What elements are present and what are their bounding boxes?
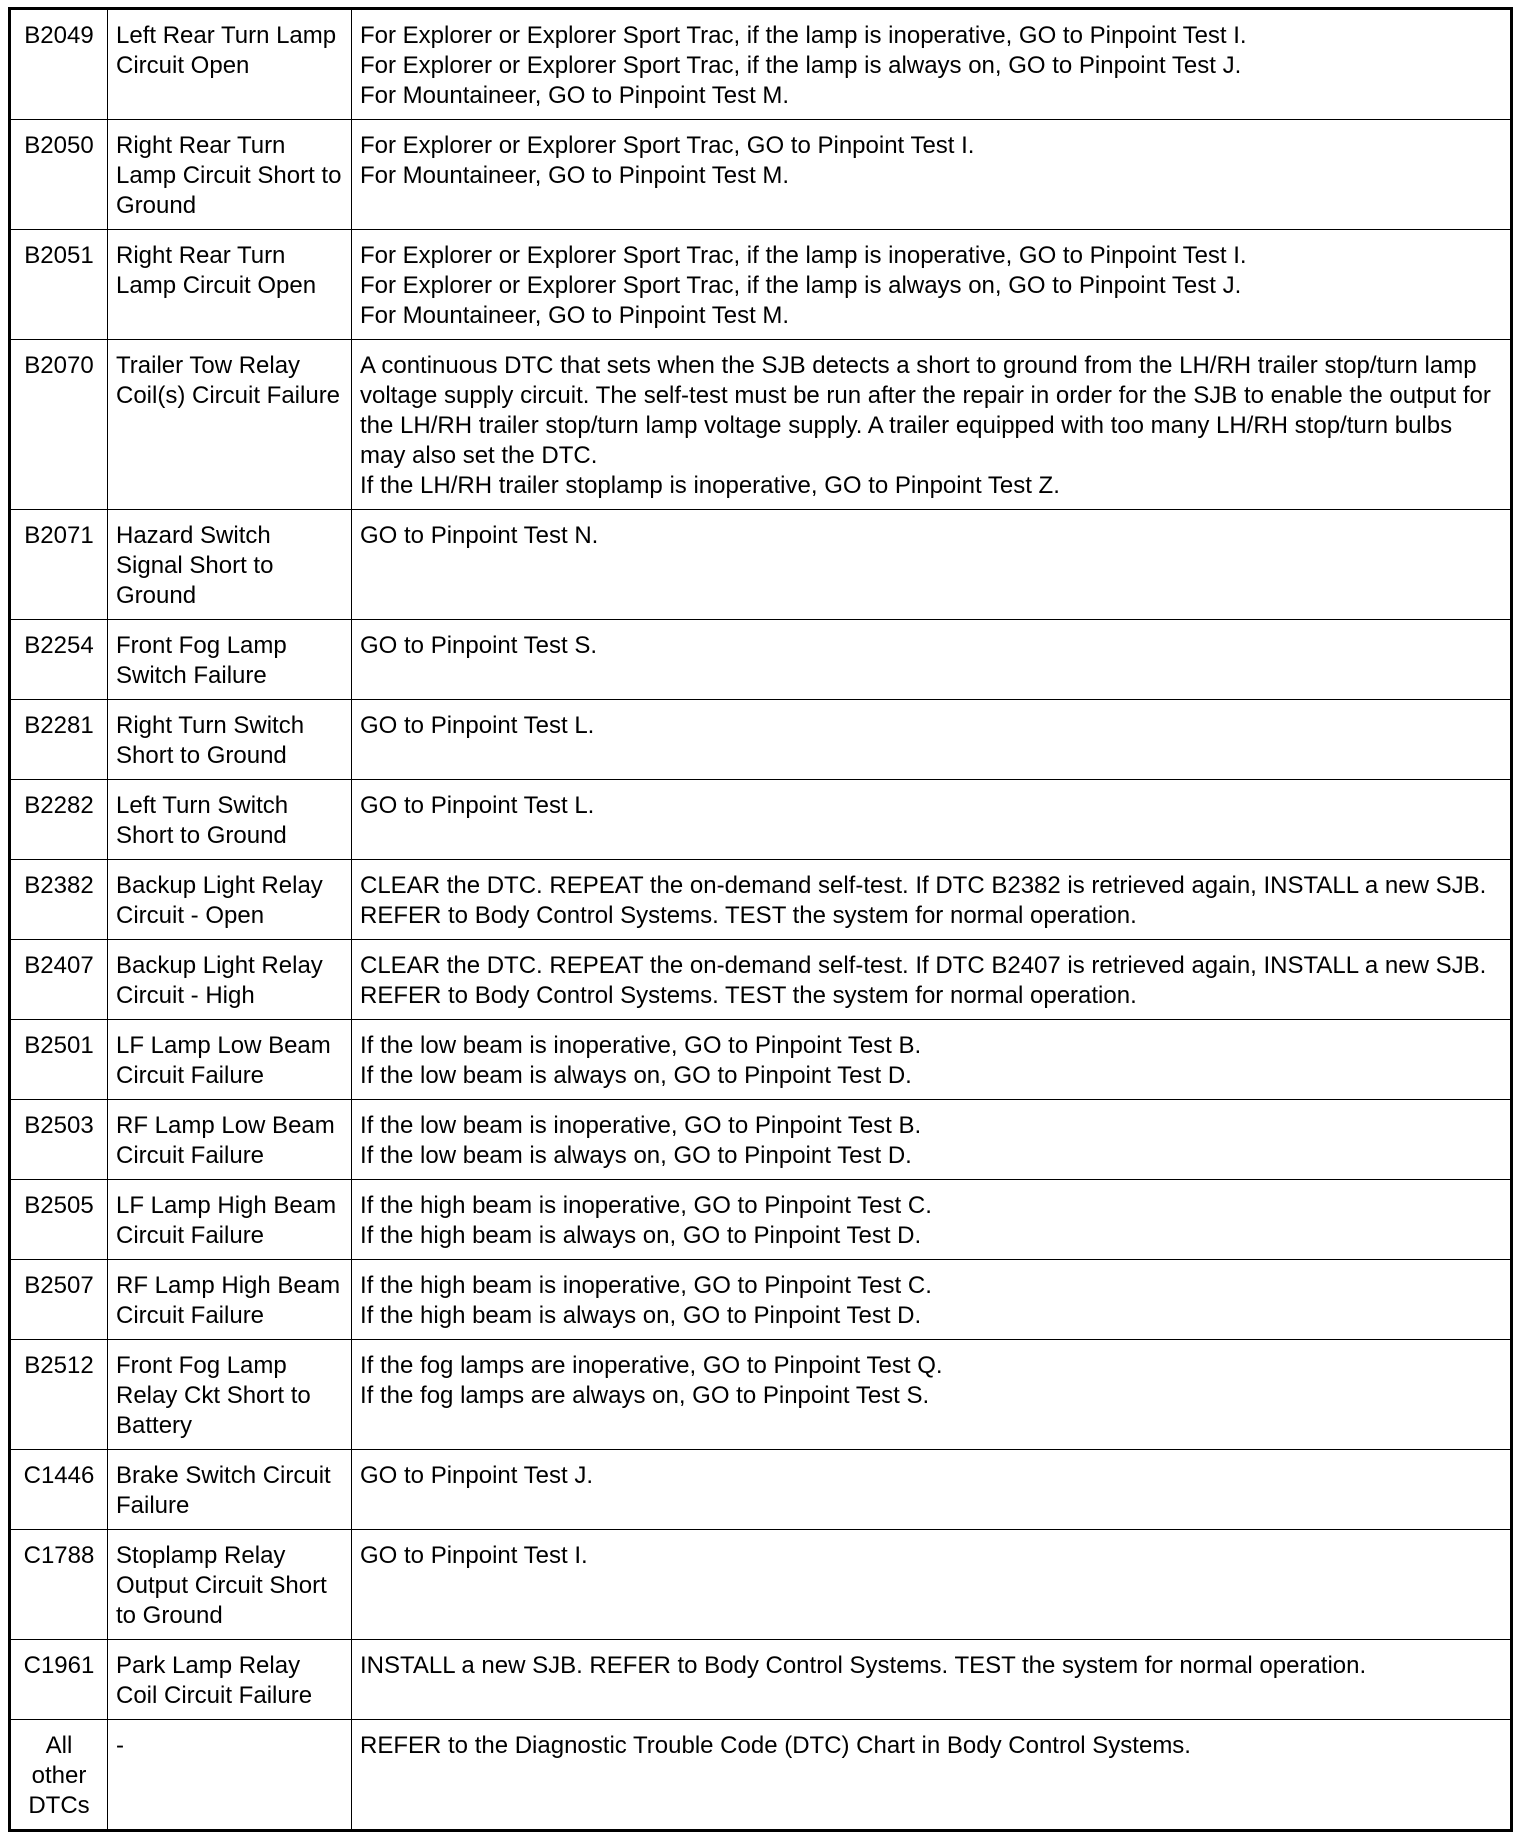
dtc-code: B2507 (10, 1260, 108, 1340)
dtc-action (352, 1340, 1512, 1450)
action-line: If the fog lamps are inoperative, GO to Pinpoint Test Q. (360, 1352, 943, 1379)
action-line: GO to Pinpoint Test L. (360, 792, 595, 819)
dtc-description: Brake Switch Circuit Failure (108, 1450, 352, 1530)
dtc-description: Left Rear Turn Lamp Circuit Open (108, 9, 352, 120)
dtc-action (352, 1640, 1512, 1720)
table-row (10, 1720, 1512, 1831)
action-line: A continuous DTC that sets when the SJB detects a short to ground from the LH/RH trailer stop/turn lamp voltage supply circuit. The self-test must be run after the repair in order for the SJB to enable the output for the LH/RH trailer stop/turn lamp voltage supply. A trailer equipped with too many LH/RH stop/turn bulbs may also set the DTC. (360, 352, 1491, 469)
action-line: For Mountaineer, GO to Pinpoint Test M. (360, 82, 790, 109)
action-line: If the high beam is inoperative, GO to Pinpoint Test C. (360, 1272, 932, 1299)
action-line: If the high beam is always on, GO to Pinpoint Test D. (360, 1222, 922, 1249)
table-row (10, 1180, 1512, 1260)
table-row (10, 1450, 1512, 1530)
dtc-description: LF Lamp High Beam Circuit Failure (108, 1180, 352, 1260)
dtc-description: Trailer Tow Relay Coil(s) Circuit Failure (108, 340, 352, 510)
table-row (10, 510, 1512, 620)
action-line: For Mountaineer, GO to Pinpoint Test M. (360, 302, 790, 329)
dtc-code: C1788 (10, 1530, 108, 1640)
dtc-code: C1446 (10, 1450, 108, 1530)
dtc-code: B2407 (10, 940, 108, 1020)
dtc-code: B2049 (10, 9, 108, 120)
dtc-description: Backup Light Relay Circuit - High (108, 940, 352, 1020)
action-line: GO to Pinpoint Test S. (360, 632, 598, 659)
table-row (10, 940, 1512, 1020)
table-row (10, 780, 1512, 860)
action-line: If the low beam is inoperative, GO to Pinpoint Test B. (360, 1112, 922, 1139)
action-line: If the low beam is inoperative, GO to Pinpoint Test B. (360, 1032, 922, 1059)
table-row (10, 1100, 1512, 1180)
dtc-action (352, 340, 1512, 510)
table-row (10, 1020, 1512, 1100)
dtc-description: Park Lamp Relay Coil Circuit Failure (108, 1640, 352, 1720)
dtc-description: Right Turn Switch Short to Ground (108, 700, 352, 780)
dtc-action (352, 780, 1512, 860)
dtc-description: Left Turn Switch Short to Ground (108, 780, 352, 860)
dtc-code: B2070 (10, 340, 108, 510)
action-line: CLEAR the DTC. REPEAT the on-demand self-test. If DTC B2407 is retrieved again, INSTALL a new SJB. REFER to Body Control Systems. TEST the system for normal operation. (360, 952, 1487, 1009)
action-line: GO to Pinpoint Test N. (360, 522, 599, 549)
action-line: If the low beam is always on, GO to Pinpoint Test D. (360, 1062, 912, 1089)
action-line: If the fog lamps are always on, GO to Pinpoint Test S. (360, 1382, 930, 1409)
table-row (10, 1530, 1512, 1640)
dtc-code: B2501 (10, 1020, 108, 1100)
action-line: For Explorer or Explorer Sport Trac, GO to Pinpoint Test I. (360, 132, 975, 159)
action-line: GO to Pinpoint Test L. (360, 712, 595, 739)
dtc-code: B2051 (10, 230, 108, 340)
action-line: For Explorer or Explorer Sport Trac, if the lamp is always on, GO to Pinpoint Test J. (360, 52, 1242, 79)
dtc-description: LF Lamp Low Beam Circuit Failure (108, 1020, 352, 1100)
table-row (10, 860, 1512, 940)
action-line: CLEAR the DTC. REPEAT the on-demand self-test. If DTC B2382 is retrieved again, INSTALL a new SJB. REFER to Body Control Systems. TEST the system for normal operation. (360, 872, 1487, 929)
dtc-table (8, 7, 1513, 1832)
dtc-action (352, 860, 1512, 940)
dtc-action (352, 9, 1512, 120)
dtc-description: Front Fog Lamp Switch Failure (108, 620, 352, 700)
dtc-description: - (108, 1720, 352, 1831)
dtc-action (352, 1180, 1512, 1260)
action-line: If the low beam is always on, GO to Pinpoint Test D. (360, 1142, 912, 1169)
action-line: For Explorer or Explorer Sport Trac, if the lamp is always on, GO to Pinpoint Test J. (360, 272, 1242, 299)
dtc-action (352, 1450, 1512, 1530)
dtc-action (352, 1100, 1512, 1180)
action-line: REFER to the Diagnostic Trouble Code (DTC) Chart in Body Control Systems. (360, 1732, 1191, 1759)
dtc-action (352, 700, 1512, 780)
dtc-action (352, 940, 1512, 1020)
dtc-action (352, 1720, 1512, 1831)
dtc-code: B2281 (10, 700, 108, 780)
dtc-code: B2071 (10, 510, 108, 620)
action-line: INSTALL a new SJB. REFER to Body Control Systems. TEST the system for normal operation. (360, 1652, 1367, 1679)
dtc-code: B2382 (10, 860, 108, 940)
dtc-table-body (10, 9, 1512, 1831)
dtc-code: All other DTCs (10, 1720, 108, 1831)
dtc-action (352, 120, 1512, 230)
table-row (10, 120, 1512, 230)
dtc-description: Front Fog Lamp Relay Ckt Short to Battery (108, 1340, 352, 1450)
table-row (10, 340, 1512, 510)
dtc-action (352, 230, 1512, 340)
dtc-code: B2503 (10, 1100, 108, 1180)
dtc-description: Backup Light Relay Circuit - Open (108, 860, 352, 940)
dtc-description: RF Lamp Low Beam Circuit Failure (108, 1100, 352, 1180)
action-line: GO to Pinpoint Test I. (360, 1542, 588, 1569)
dtc-code: B2505 (10, 1180, 108, 1260)
dtc-code: B2254 (10, 620, 108, 700)
table-row (10, 1340, 1512, 1450)
table-row (10, 1260, 1512, 1340)
table-row (10, 230, 1512, 340)
table-row (10, 700, 1512, 780)
dtc-code: B2282 (10, 780, 108, 860)
dtc-action (352, 510, 1512, 620)
dtc-action (352, 1530, 1512, 1640)
dtc-action (352, 1260, 1512, 1340)
table-row (10, 620, 1512, 700)
action-line: If the high beam is inoperative, GO to Pinpoint Test C. (360, 1192, 932, 1219)
dtc-code: C1961 (10, 1640, 108, 1720)
table-row (10, 9, 1512, 120)
action-line: If the high beam is always on, GO to Pinpoint Test D. (360, 1302, 922, 1329)
dtc-description: RF Lamp High Beam Circuit Failure (108, 1260, 352, 1340)
action-line: For Explorer or Explorer Sport Trac, if the lamp is inoperative, GO to Pinpoint Test I. (360, 242, 1247, 269)
dtc-description: Hazard Switch Signal Short to Ground (108, 510, 352, 620)
dtc-action (352, 1020, 1512, 1100)
dtc-code: B2512 (10, 1340, 108, 1450)
dtc-description: Right Rear Turn Lamp Circuit Open (108, 230, 352, 340)
action-line: If the LH/RH trailer stoplamp is inoperative, GO to Pinpoint Test Z. (360, 472, 1060, 499)
action-line: GO to Pinpoint Test J. (360, 1462, 594, 1489)
dtc-code: B2050 (10, 120, 108, 230)
action-line: For Explorer or Explorer Sport Trac, if the lamp is inoperative, GO to Pinpoint Test I. (360, 22, 1247, 49)
table-row (10, 1640, 1512, 1720)
action-line: For Mountaineer, GO to Pinpoint Test M. (360, 162, 790, 189)
dtc-description: Stoplamp Relay Output Circuit Short to Ground (108, 1530, 352, 1640)
dtc-action (352, 620, 1512, 700)
dtc-description: Right Rear Turn Lamp Circuit Short to Ground (108, 120, 352, 230)
